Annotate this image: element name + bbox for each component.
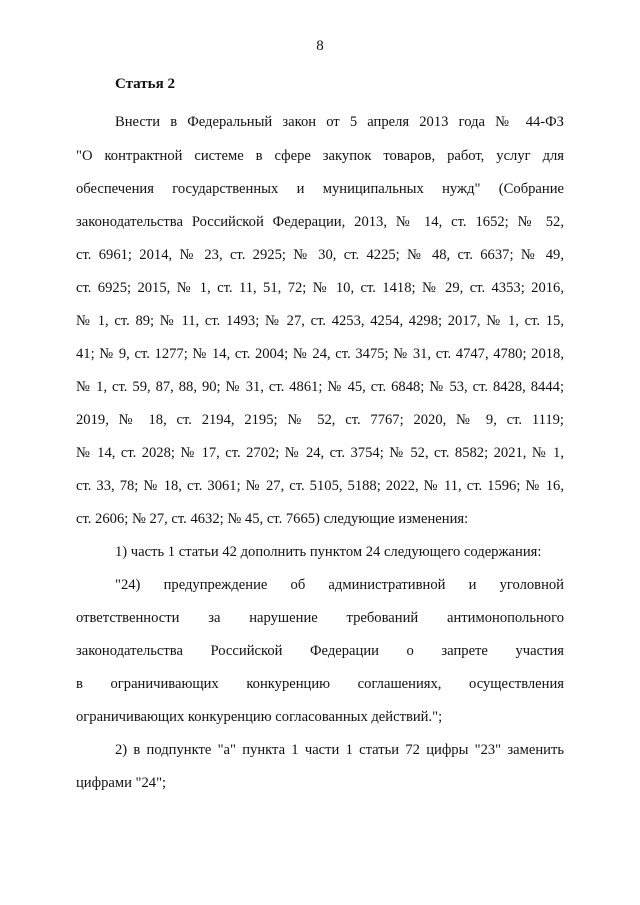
paragraph-line: ст. 6961; 2014, № 23, ст. 2925; № 30, ст. 4225; № 48, ст. 6637; № 49, (76, 247, 564, 263)
paragraph-line: № 1, ст. 89; № 11, ст. 1493; № 27, ст. 4253, 4254, 4298; 2017, № 1, ст. 15, (76, 313, 564, 329)
paragraph-line: ст. 2606; № 27, ст. 4632; № 45, ст. 7665) следующие изменения: (76, 511, 469, 527)
quoted-item-line: законодательства Российской Федерации о запрете участия (76, 643, 564, 659)
paragraph-line: 2019, № 18, ст. 2194, 2195; № 52, ст. 7767; 2020, № 9, ст. 1119; (76, 412, 564, 428)
quoted-item-line: "24) предупреждение об административной и уголовной (115, 577, 564, 593)
paragraph-line: обеспечения государственных и муниципальных нужд" (Собрание (76, 181, 564, 197)
list-item-2-continued: цифрами "24"; (76, 775, 167, 791)
quoted-item-line: в ограничивающих конкуренцию соглашениях, осуществления (76, 676, 564, 692)
paragraph-line: 41; № 9, ст. 1277; № 14, ст. 2004; № 24, ст. 3475; № 31, ст. 4747, 4780; 2018, (76, 346, 564, 362)
paragraph-line: законодательства Российской Федерации, 2013, № 14, ст. 1652; № 52, (76, 214, 564, 230)
paragraph-line: № 1, ст. 59, 87, 88, 90; № 31, ст. 4861; № 45, ст. 6848; № 53, ст. 8428, 8444; (76, 379, 564, 395)
paragraph-line: ст. 33, 78; № 18, ст. 3061; № 27, ст. 5105, 5188; 2022, № 11, ст. 1596; № 16, (76, 478, 564, 494)
page-number: 8 (316, 38, 324, 54)
paragraph-line: Внести в Федеральный закон от 5 апреля 2013 года № 44-ФЗ (115, 114, 564, 130)
quoted-item-line: ограничивающих конкуренцию согласованных действий."; (76, 709, 443, 725)
list-item-1: 1) часть 1 статьи 42 дополнить пунктом 24 следующего содержания: (115, 544, 542, 560)
paragraph-line: ст. 6925; 2015, № 1, ст. 11, 51, 72; № 10, ст. 1418; № 29, ст. 4353; 2016, (76, 280, 564, 296)
paragraph-line: "О контрактной системе в сфере закупок товаров, работ, услуг для (76, 148, 564, 164)
quoted-item-line: ответственности за нарушение требований антимонопольного (76, 610, 564, 626)
article-heading: Статья 2 (115, 76, 175, 92)
list-item-2: 2) в подпункте "а" пункта 1 части 1 статьи 72 цифры "23" заменить (115, 742, 564, 758)
paragraph-line: № 14, ст. 2028; № 17, ст. 2702; № 24, ст. 3754; № 52, ст. 8582; 2021, № 1, (76, 445, 564, 461)
